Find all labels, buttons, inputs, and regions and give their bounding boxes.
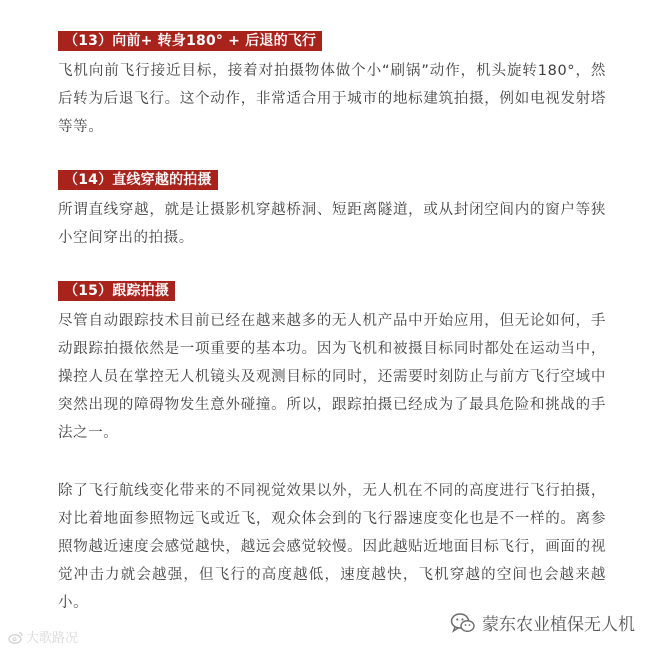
wechat-icon (450, 612, 476, 634)
section-paragraph: 尽管自动跟踪技术目前已经在越来越多的无人机产品中开始应用，但无论如何，手动跟踪拍摄依然是一项重要的基本功。因为飞机和被摄目标同时都处在运动当中，操控人员在掌控无人机镜头及观测目标的同时，还需要时刻防止与前方飞行空域中突然出现的障碍物发生意外碰撞。所以，跟踪拍摄已经成为了最具危险和挑战的手法之一。 (58, 313, 606, 441)
section-14 (58, 169, 606, 252)
section-15 (58, 280, 606, 447)
section-13 (58, 30, 606, 141)
section-paragraph: 所谓直线穿越，就是让摄影机穿越桥洞、短距离隧道，或从封闭空间内的窗户等狭小空间穿出的拍摄。 (58, 202, 606, 246)
section-heading: （14）直线穿越的拍摄 (58, 170, 218, 190)
weibo-icon (8, 629, 24, 645)
article (58, 30, 606, 617)
section-paragraph: 飞机向前飞行接近目标，接着对拍摄物体做个小“刷锅”动作，机头旋转180°，然后转为后退飞行。这个动作，非常适合用于城市的地标建筑拍摄，例如电视发射塔等等。 (58, 63, 606, 135)
closing-paragraph: 除了飞行航线变化带来的不同视觉效果以外，无人机在不同的高度进行飞行拍摄，对比着地面参照物远飞或近飞，观众体会到的飞行器速度变化也是不一样的。离参照物越近速度会感觉越快，越远会感觉较慢。因此越贴近地面目标飞行，画面的视觉冲击力就会越强，但飞行的高度越低，速度越快，飞机穿越的空间也会越来越小。 (58, 483, 606, 611)
watermark-right-text: 蒙东农业植保无人机 (482, 615, 635, 635)
watermark-left-text: 大歌路况 (26, 631, 79, 646)
watermark-right (450, 610, 635, 635)
section-heading: （13）向前+ 转身180° + 后退的飞行 (58, 31, 322, 51)
section-heading: （15）跟踪拍摄 (58, 281, 175, 301)
watermark-left (8, 627, 78, 646)
